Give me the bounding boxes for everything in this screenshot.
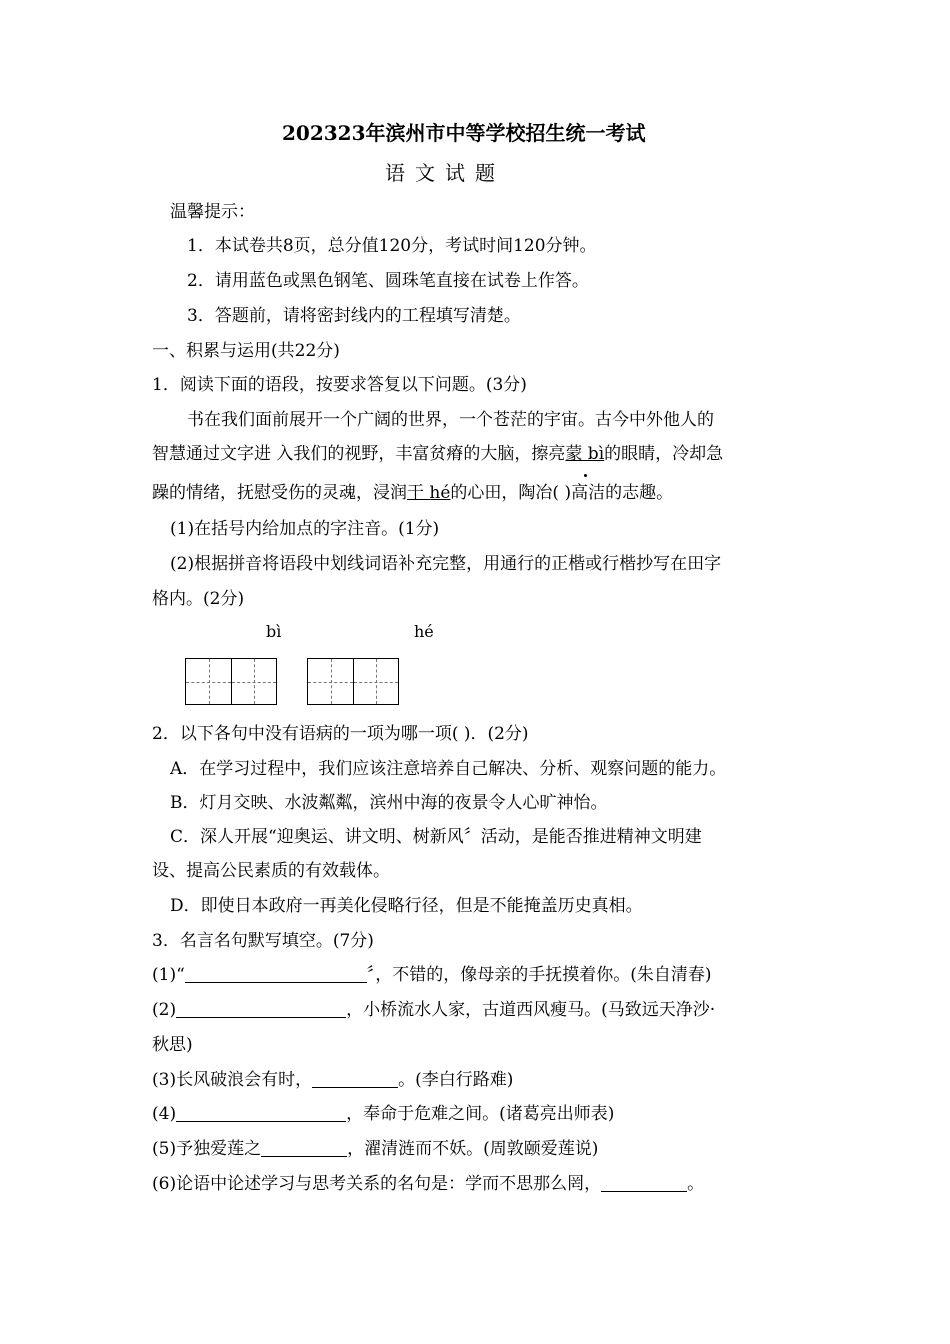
question-3-stem: 3．名言名句默写填空。(7分) (152, 931, 374, 951)
fill-text: 。 (687, 1174, 705, 1194)
fill-line-6 (152, 1173, 704, 1195)
exam-title: 202323年滨州市中等学校招生统一考试 (282, 121, 646, 145)
tianzige-cell[interactable] (308, 659, 353, 704)
fill-text: 。(李白行路难) (398, 1070, 514, 1090)
fill-text: (6)论语中论述学习与思考关系的名句是：学而不思那么罔， (152, 1174, 602, 1194)
question-1-stem: 1．阅读下面的语段，按要求答复以下问题。(3分) (152, 375, 527, 395)
dotted-character: 冶 (535, 483, 553, 503)
passage-line-1: 书在我们面前展开一个广阔的世界，一个苍茫的宇宙。古今中外他人的 (187, 410, 714, 430)
pinyin-label-1: bì (266, 622, 282, 641)
emphasis-dot (584, 474, 587, 477)
tip-item-2: 2．请用蓝色或黑色钢笔、圆珠笔直接在试卷上作答。 (187, 271, 589, 291)
option-c: C．深人开展“迎奥运、讲文明、树新风〞活动，是能否推进精神文明建 (170, 827, 702, 847)
tip-item-1: 1．本试卷共8页，总分值120分，考试时间120分钟。 (187, 236, 597, 256)
answer-blank-2[interactable] (176, 1000, 346, 1018)
tianzige-box-2[interactable] (307, 658, 399, 705)
sub-question-2: (2)根据拼音将语段中划线词语补充完整，用通行的正楷或行楷抄写在田字 (170, 554, 722, 574)
exam-subtitle: 语文试题 (385, 161, 505, 185)
passage-text: 智慧通过文字进 入我们的视野，丰富贫瘠的大脑，擦亮 (152, 444, 566, 464)
tianzige-cell[interactable] (231, 659, 276, 704)
fill-text: (5)予独爱莲之 (152, 1139, 262, 1159)
tianzige-cell[interactable] (186, 659, 231, 704)
tianzige-box-1[interactable] (185, 658, 277, 705)
tianzige-cell[interactable] (353, 659, 398, 704)
option-d: D．即使日本政府一再美化侵略行径，但是不能掩盖历史真相。 (170, 896, 643, 916)
fill-text: ，小桥流水人家，古道西风瘦马。(马致远天净沙· (346, 1000, 716, 1020)
fill-text: (4) (152, 1104, 177, 1124)
option-a: A．在学习过程中，我们应该注意培养自己解决、分析、观察问题的能力。 (170, 759, 727, 779)
passage-text: 的眼睛，冷却急 (604, 444, 724, 464)
fill-text: (1)“ (152, 965, 185, 985)
answer-blank-3[interactable] (312, 1070, 398, 1088)
option-c-cont: 设、提高公民素质的有效载体。 (152, 861, 390, 881)
tip-item-3: 3．答题前，请将密封线内的工程填写清楚。 (187, 306, 521, 326)
fill-line-2 (152, 999, 715, 1021)
sub-question-2-cont: 格内。(2分) (152, 589, 245, 609)
fill-text: 〞，不错的，像母亲的手抚摸着你。(朱自清春) (366, 965, 712, 985)
fill-line-4 (152, 1103, 614, 1125)
passage-text: ( )高洁的志趣。 (552, 483, 674, 503)
fill-line-5 (152, 1138, 598, 1160)
passage-line-3 (152, 482, 673, 504)
answer-blank-4[interactable] (176, 1104, 346, 1122)
sub-question-1: (1)在括号内给加点的字注音。(1分) (170, 519, 440, 539)
passage-text: 的心田，陶 (450, 483, 536, 503)
fill-text: ，濯清涟而不妖。(周敦颐爱莲说) (347, 1139, 599, 1159)
passage-text: 躁的情绪，抚慰受伤的灵魂，浸润 (152, 483, 407, 503)
underlined-word-1: 蒙 bì (565, 444, 605, 464)
passage-line-2 (152, 443, 723, 465)
fill-text: (3)长风破浪会有时， (152, 1070, 313, 1090)
option-b: B．灯月交映、水波粼粼，滨州中海的夜景令人心旷神怡。 (170, 793, 608, 813)
fill-text: ，奉命于危难之间。(诸葛亮出师表) (346, 1104, 615, 1124)
answer-blank-5[interactable] (261, 1139, 347, 1157)
tips-heading: 温馨提示： (170, 202, 255, 222)
answer-blank-1[interactable] (185, 965, 367, 983)
question-2-stem: 2．以下各句中没有语病的一项为哪一项( )．(2分) (152, 724, 529, 744)
answer-blank-6[interactable] (601, 1174, 687, 1192)
underlined-word-2: 干 hé (407, 483, 451, 503)
section-heading: 一、积累与运用(共22分) (152, 341, 340, 361)
fill-line-3 (152, 1069, 513, 1091)
fill-line-2-cont: 秋思) (152, 1035, 193, 1055)
fill-line-1 (152, 964, 712, 986)
fill-text: (2) (152, 1000, 177, 1020)
pinyin-label-2: hé (414, 622, 434, 641)
